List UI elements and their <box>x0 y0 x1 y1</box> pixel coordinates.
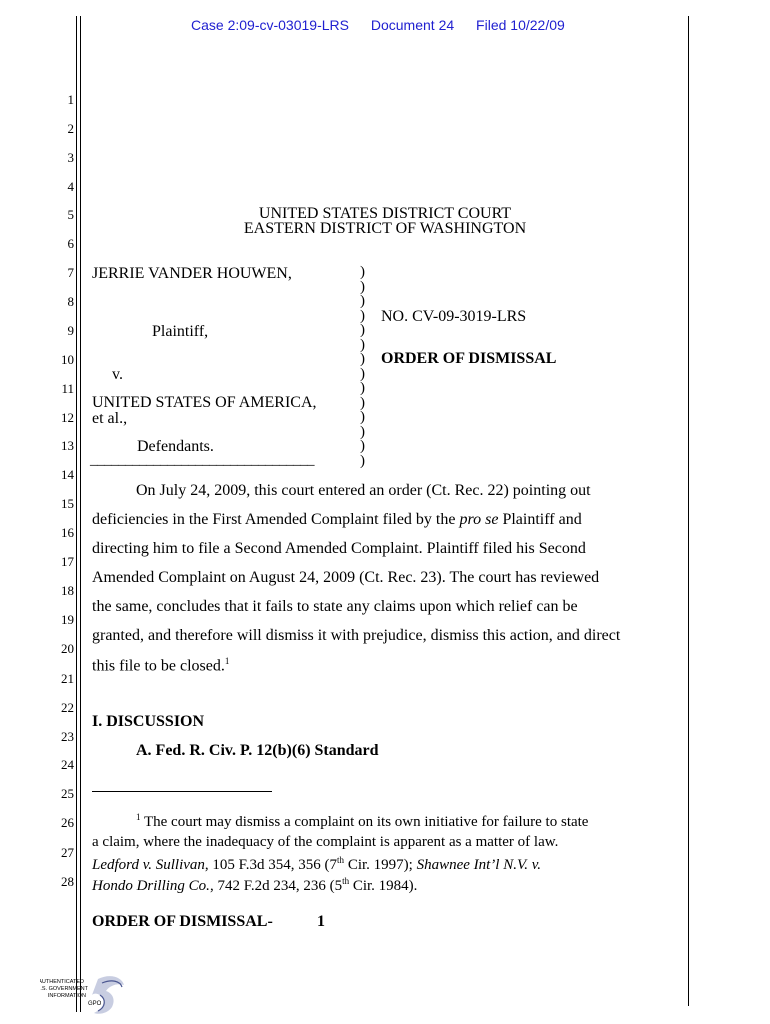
line-number: 11 <box>61 381 74 396</box>
footnote-sup-1: th <box>337 855 345 865</box>
plaintiff-name: JERRIE VANDER HOUWEN, <box>92 265 292 282</box>
defendant-etal: et al., <box>92 410 128 427</box>
document-number: Document 24 <box>370 17 455 33</box>
caption-paren: ) <box>360 322 365 338</box>
body-line-6: granted, and therefore will dismiss it with prejudice, dismiss this action, and direct <box>92 627 621 644</box>
body-line-2a: deficiencies in the First Amended Complaint filed by the <box>92 511 460 528</box>
line-number: 5 <box>67 207 74 222</box>
left-margin-rule-outer <box>76 16 77 1012</box>
caption-paren: ) <box>360 336 365 353</box>
body-line-4: Amended Complaint on August 24, 2009 (Ct. Rec. 23). The court has reviewed <box>92 569 600 586</box>
line-number: 27 <box>61 845 74 860</box>
line-number: 7 <box>67 265 74 280</box>
line-number: 22 <box>61 700 74 715</box>
case-number: Case 2:09-cv-03019-LRS <box>191 17 349 33</box>
filed-date: Filed 10/22/09 <box>476 17 565 33</box>
footnote-cite-1: , 105 F.3d 354, 356 (7 <box>204 857 338 873</box>
defendant-name: UNITED STATES OF AMERICA, <box>92 394 317 411</box>
footnote-line-1-text: The court may dismiss a complaint on its own initiative for failure to state <box>140 814 589 830</box>
line-number: 16 <box>61 525 74 540</box>
line-number: 10 <box>61 352 74 367</box>
line-number: 3 <box>67 150 74 165</box>
footnote-cite-2: , 742 F.2d 234, 236 (5 <box>209 878 343 894</box>
caption-paren: ) <box>360 423 365 440</box>
line-number: 8 <box>67 294 74 309</box>
right-margin-rule <box>688 16 689 1006</box>
line-number: 9 <box>67 323 74 338</box>
line-number: 18 <box>61 583 74 598</box>
seal-text-3: INFORMATION <box>47 993 86 999</box>
case-number-caption: NO. CV-09-3019-LRS <box>381 308 527 325</box>
body-line-2 <box>92 511 582 529</box>
body-line-1: On July 24, 2009, this court entered an order (Ct. Rec. 22) pointing out <box>136 482 591 499</box>
caption-paren: ) <box>360 351 365 367</box>
section-standard: A. Fed. R. Civ. P. 12(b)(6) Standard <box>136 742 379 759</box>
section-discussion: I. DISCUSSION <box>92 713 205 730</box>
footer-title: ORDER OF DISMISSAL- <box>92 913 273 930</box>
body-line-2c: Plaintiff and <box>498 511 582 528</box>
line-number: 21 <box>61 671 74 686</box>
caption-paren: ) <box>360 264 365 280</box>
left-margin-rule-inner <box>80 16 81 1012</box>
seal-text-2: U.S. GOVERNMENT <box>40 986 88 992</box>
body-line-7-text: this file to be closed. <box>92 657 225 675</box>
document-title: ORDER OF DISMISSAL <box>381 350 557 367</box>
caption-paren: ) <box>360 438 365 454</box>
footnote-cite-2b: Cir. 1984). <box>349 878 418 894</box>
body-line-7 <box>92 656 229 675</box>
case-header <box>191 17 583 33</box>
footnote-line-2: a claim, where the inadequacy of the complaint is apparent as a matter of law. <box>92 834 559 850</box>
footnote-line-3 <box>92 855 541 874</box>
body-line-3: directing him to file a Second Amended Complaint. Plaintiff filed his Second <box>92 540 586 557</box>
line-number: 12 <box>61 410 74 425</box>
case-shawnee: Shawnee Int’l N.V. v. <box>416 857 542 873</box>
line-number: 4 <box>67 179 74 194</box>
caption-paren: ) <box>360 365 365 382</box>
caption-paren: ) <box>360 293 365 309</box>
caption-parentheses <box>360 265 365 468</box>
gpo-authentication-seal <box>40 973 130 1013</box>
case-hondo: Hondo Drilling Co. <box>92 878 210 894</box>
line-number: 20 <box>61 641 74 656</box>
line-number: 24 <box>61 757 74 772</box>
case-ledford: Ledford v. Sullivan <box>92 857 205 873</box>
court-name <box>200 206 570 236</box>
caption-paren: ) <box>360 278 365 295</box>
caption-underline: ________________________________ <box>90 452 314 468</box>
court-line-1: UNITED STATES DISTRICT COURT <box>258 205 512 222</box>
footnote-reference: 1 <box>224 656 230 666</box>
line-number: 13 <box>61 438 74 453</box>
line-number: 14 <box>61 467 74 482</box>
pro-se: pro se <box>459 511 499 528</box>
plaintiff-role: Plaintiff, <box>152 323 209 340</box>
footnote-sup-2: th <box>342 876 350 886</box>
line-number: 2 <box>67 121 74 136</box>
footnote-marker: 1 <box>136 812 141 822</box>
line-number: 25 <box>61 786 74 801</box>
seal-text-1: AUTHENTICATED <box>40 979 84 985</box>
caption-paren: ) <box>360 452 365 469</box>
line-number: 23 <box>61 729 74 744</box>
line-number: 28 <box>61 874 74 889</box>
footer-page-number: 1 <box>317 913 325 930</box>
caption-paren: ) <box>360 307 365 324</box>
line-number: 6 <box>67 236 74 251</box>
defendant-role: Defendants. <box>137 438 214 455</box>
footnote-separator <box>92 791 272 792</box>
versus: v. <box>112 366 123 383</box>
caption-paren: ) <box>360 394 365 411</box>
line-number: 19 <box>61 612 74 627</box>
footnote-line-1 <box>136 812 588 831</box>
footnote-cite-1b: Cir. 1997); <box>344 857 417 873</box>
line-number: 26 <box>61 815 74 830</box>
seal-text-4: GPO <box>88 1001 102 1007</box>
caption-paren: ) <box>360 380 365 396</box>
caption-paren: ) <box>360 409 365 425</box>
line-number: 17 <box>61 554 74 569</box>
gpo-eagle-icon <box>40 973 130 1017</box>
line-number: 15 <box>61 496 74 511</box>
footnote-line-4 <box>92 876 417 895</box>
body-line-5: the same, concludes that it fails to state any claims upon which relief can be <box>92 598 578 615</box>
court-line-2: EASTERN DISTRICT OF WASHINGTON <box>243 220 527 237</box>
line-number: 1 <box>67 92 74 107</box>
